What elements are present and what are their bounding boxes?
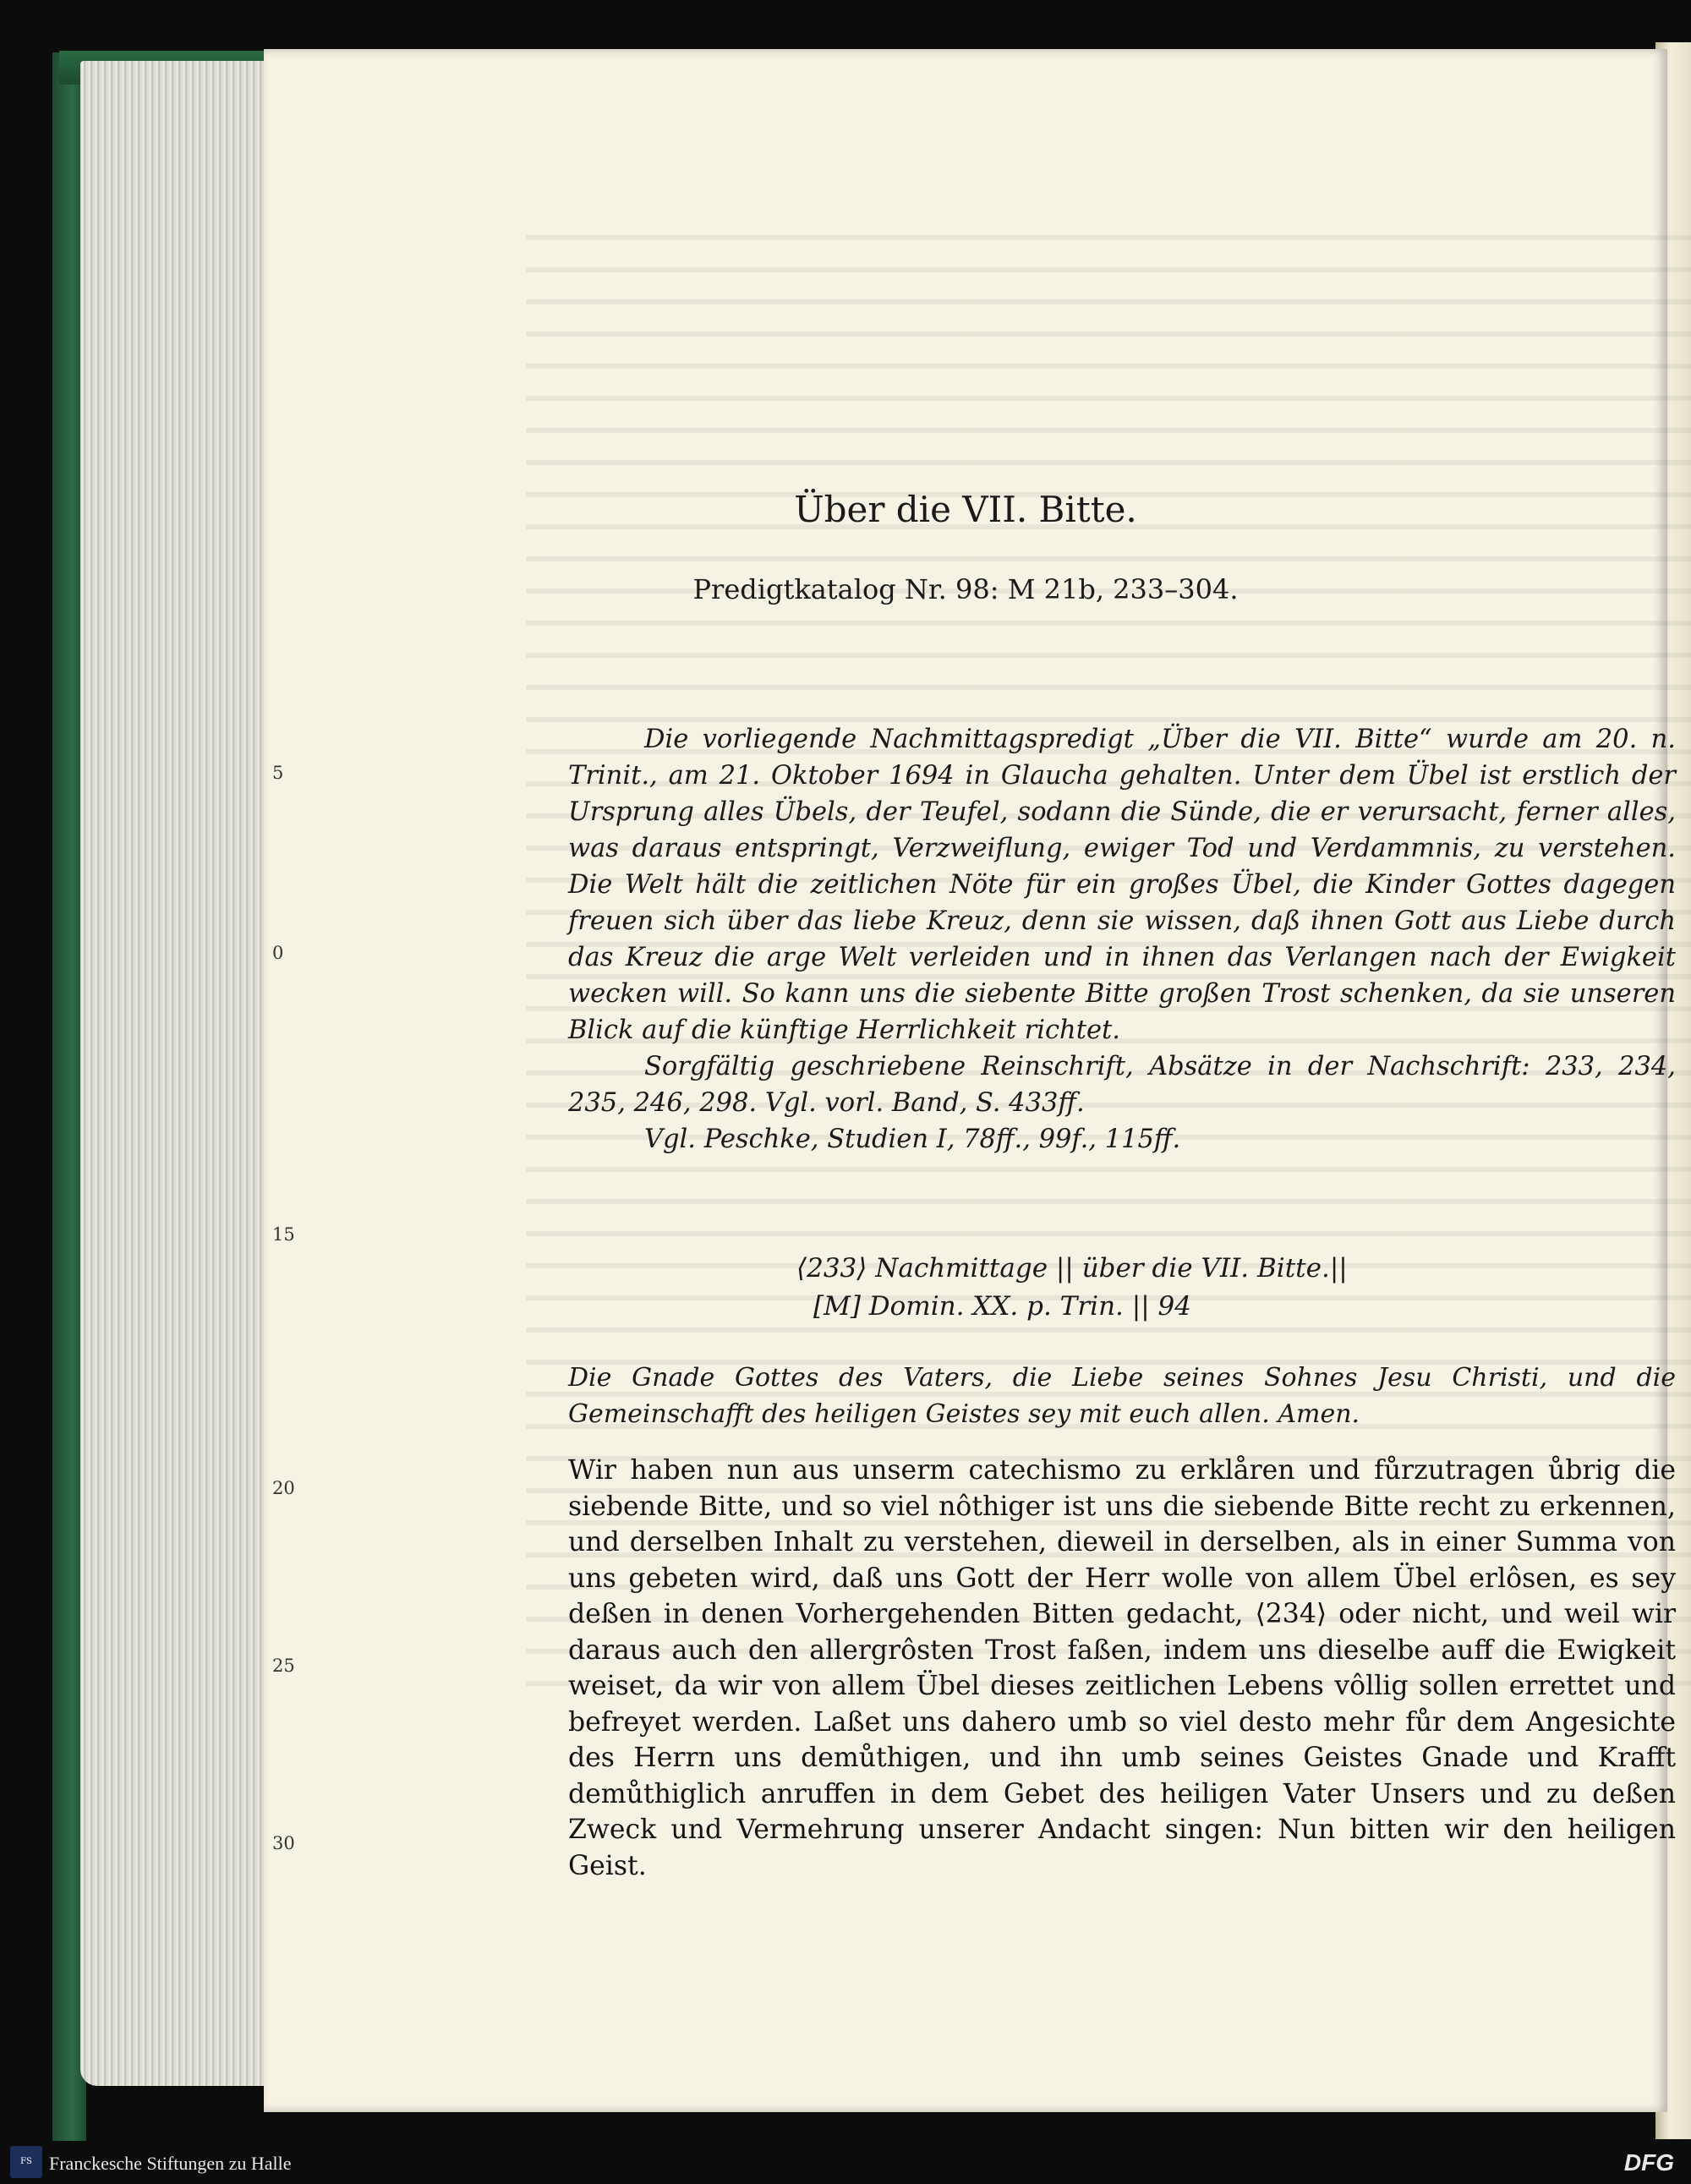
catalog-reference: Predigtkatalog Nr. 98: M 21b, 233–304. (692, 573, 1239, 605)
editorial-introduction (568, 721, 1676, 1158)
page-edges (80, 61, 275, 2086)
institution-logo: FS (10, 2146, 42, 2178)
intro-summary: Die vorliegende Nachmittagspredigt „Über die VII. Bitte“ wurde am 20. n. Trinit., am 21. Oktober 1694 in Glaucha gehalten. Unter dem Übel ist erstlich der Ursprung alles Übels, der Teufel, sodann die Sünde, die er verursacht, ferner alles, was daraus entspringt, Verzweiflung, ewiger Tod und Verdammnis, zu verstehen. Die Welt hält die zeitlichen Nöte für ein großes Übel, die Kinder Gottes dagegen freuen sich über das liebe Kreuz, denn sie wissen, daß ihnen Gott aus Liebe durch das Kreuz die arge Welt verleiden und in ihnen das Verlangen nach der Ewigkeit wecken will. So kann uns die siebente Bitte großen Trost schenken, da sie unseren Blick auf die künftige Herrlichkeit richtet. (568, 725, 1676, 1045)
intro-source-note: Sorgfältig geschriebene Reinschrift, Absätze in der Nachschrift: 233, 234, 235, 246, 298. Vgl. vorl. Band, S. 433ff. (568, 1052, 1676, 1118)
line-number: 0 (272, 943, 284, 963)
line-number: 20 (272, 1478, 295, 1498)
line-number: 30 (272, 1833, 295, 1853)
line-number: 25 (272, 1656, 295, 1676)
sermon-greeting: Die Gnade Gottes des Vaters, die Liebe seines Sohnes Jesu Christi, und die Gemeinschafft des heiligen Geistes sey mit euch allen. Amen. (568, 1363, 1676, 1429)
chapter-title: Über die VII. Bitte. (794, 489, 1137, 530)
manuscript-heading-line2: [M] Domin. XX. p. Trin. || 94 (813, 1291, 1191, 1322)
manuscript-heading (568, 1250, 1676, 1326)
line-number: 5 (272, 763, 284, 783)
sermon-body: Wir haben nun aus unserm catechismo zu erklåren und fůrzutragen ůbrig die siebende Bitte, und so viel nôthiger ist uns die siebende Bitte recht zu erkennen, und derselben Inhalt zu verstehen, dieweil in derselben, als in einer Summa von uns gebeten wird, daß uns Gott der Herr wolle von allem Übel erlôsen, es sey deßen in denen Vorhergehenden Bitten gedacht, ⟨234⟩ oder nicht, und weil wir daraus auch den allergrôsten Trost faßen, indem uns dieselbe auff die Ewigkeit weiset, da wir von allem Übel dieses zeitlichen Lebens vôllig sollen errettet und befreyet werden. Laßet uns dahero umb so viel desto mehr fůr dem Angesichte des Herrn uns demůthigen, und ihn umb seines Geistes Gnade und Krafft demůthiglich anruffen in dem Gebet des heiligen Vater Unsers und zu deßen Zweck und Vermehrung unserer Andacht singen: Nun bitten wir den heiligen Geist. (568, 1455, 1676, 1881)
line-number: 15 (272, 1224, 295, 1245)
book-page (264, 49, 1676, 2112)
institution-name: Franckesche Stiftungen zu Halle (49, 2153, 292, 2174)
manuscript-heading-line1: ⟨233⟩ Nachmittage || über die VII. Bitte.|| (796, 1253, 1348, 1284)
dfg-logo: DFG (1623, 2149, 1674, 2176)
intro-literature-note: Vgl. Peschke, Studien I, 78ff., 99f., 115ff. (644, 1125, 1181, 1154)
